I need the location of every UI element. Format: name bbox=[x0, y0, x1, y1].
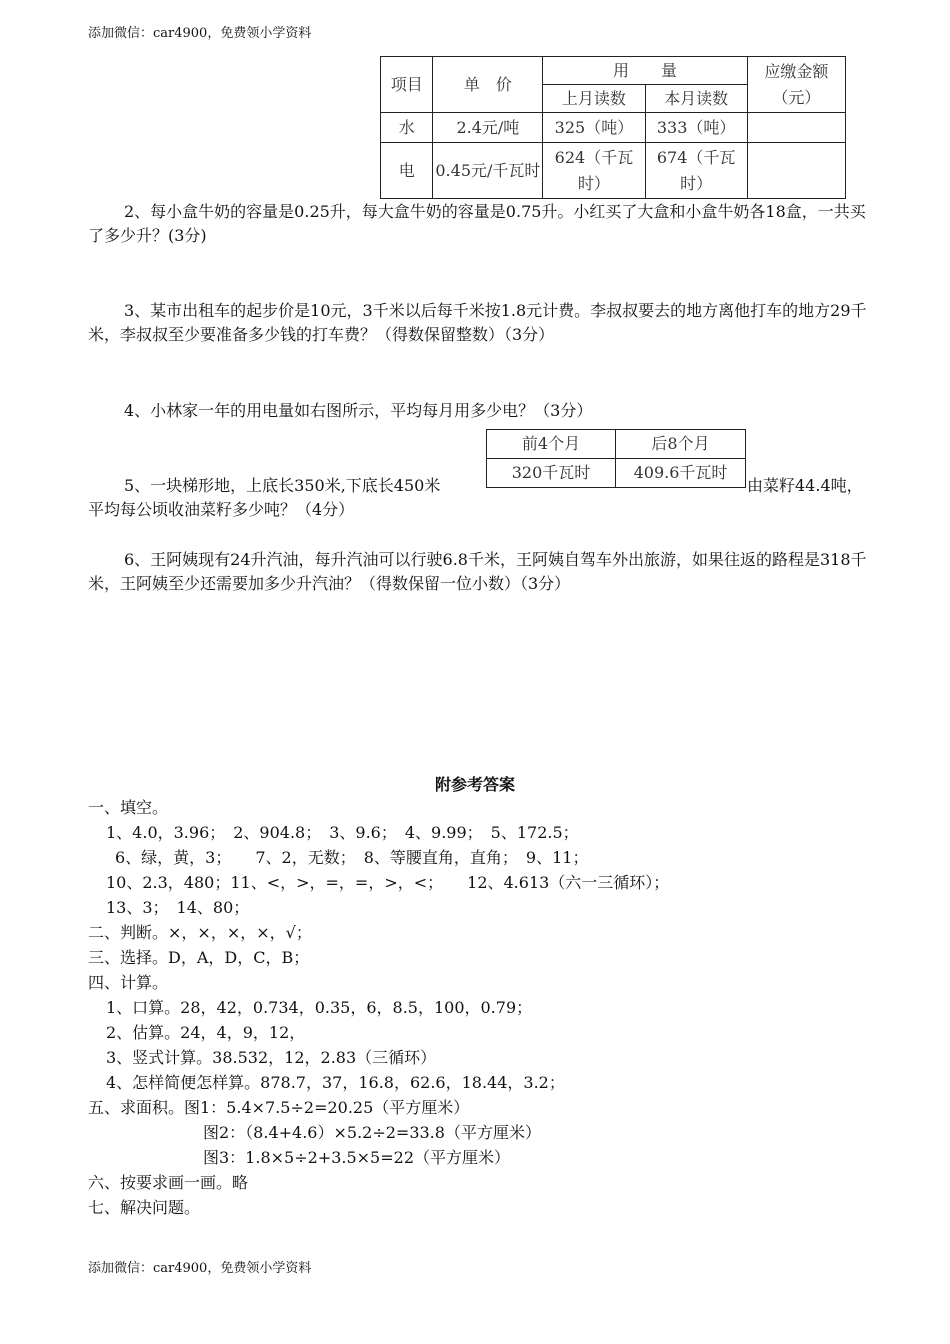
page-footer: 添加微信：car4900，免费领小学资料 bbox=[88, 1261, 312, 1276]
page-header: 添加微信：car4900，免费领小学资料 bbox=[88, 26, 312, 41]
problem-3: 3、某市出租车的起步价是10元，3千米以后每千米按1.8元计费。李叔叔要去的地方离他打车的地方29千米，李叔叔至少要准备多少钱的打车费？（得数保留整数）（3分） bbox=[88, 301, 867, 344]
answer-line: 6、绿，黄，3； 7、2，无数； 8、等腰直角，直角； 9、11； bbox=[115, 848, 589, 867]
answers-title: 附参考答案 bbox=[434, 775, 515, 794]
answer-line: 图3：1.8×5÷2+3.5×5=22（平方厘米） bbox=[203, 1148, 511, 1167]
cell-due bbox=[747, 143, 845, 199]
answer-line: 三、选择。D，A，D，C，B； bbox=[88, 948, 310, 967]
answer-line: 四、计算。 bbox=[88, 973, 169, 992]
answer-line: 六、按要求画一画。略 bbox=[88, 1173, 249, 1192]
th-item: 项目 bbox=[381, 57, 433, 113]
answer-line: 二、判断。×，×，×，×，√； bbox=[88, 923, 312, 942]
cell-first-4-months: 320千瓦时 bbox=[487, 459, 616, 488]
th-this: 本月读数 bbox=[645, 85, 747, 113]
problem-5-cont: 平均每公顷收油菜籽多少吨？（4分） bbox=[88, 500, 355, 519]
problem-2: 2、每小盒牛奶的容量是0.25升，每大盒牛奶的容量是0.75升。小红买了大盒和小盒牛奶各18盒，一共买了多少升？(3分) bbox=[88, 202, 866, 245]
bill-table bbox=[380, 56, 846, 199]
cell-last: 624（千瓦时） bbox=[543, 143, 645, 199]
answer-line: 图2：（8.4+4.6）×5.2÷2=33.8（平方厘米） bbox=[203, 1123, 541, 1142]
problem-6: 6、王阿姨现有24升汽油，每升汽油可以行驶6.8千米，王阿姨自驾车外出旅游，如果往返的路程是318千米，王阿姨至少还需要加多少升汽油？（得数保留一位小数）（3分） bbox=[88, 550, 867, 593]
problem-4: 4、小林家一年的用电量如右图所示，平均每月用多少电？（3分） bbox=[124, 401, 593, 420]
cell-price: 2.4元/吨 bbox=[433, 113, 543, 143]
answer-line: 一、填空。 bbox=[88, 798, 169, 817]
cell-item: 电 bbox=[381, 143, 433, 199]
answer-line: 3、竖式计算。38.532，12，2.83（三循环） bbox=[106, 1048, 437, 1067]
problem-5-end: 由菜籽44.4吨， bbox=[747, 476, 863, 495]
th-due bbox=[747, 57, 845, 113]
th-price: 单 价 bbox=[433, 57, 543, 113]
answer-line: 七、解决问题。 bbox=[88, 1198, 201, 1217]
th-last: 上月读数 bbox=[543, 85, 645, 113]
th-usage: 用 量 bbox=[543, 57, 747, 85]
cell-this: 674（千瓦时） bbox=[645, 143, 747, 199]
answer-line: 五、求面积。图1：5.4×7.5÷2=20.25（平方厘米） bbox=[88, 1098, 470, 1117]
answer-line: 2、估算。24，4，9，12， bbox=[106, 1023, 306, 1042]
power-table bbox=[486, 429, 746, 488]
table-row bbox=[381, 113, 846, 143]
th-due-unit: （元） bbox=[772, 87, 821, 107]
th-due-label: 应缴金额 bbox=[764, 61, 829, 81]
table-row bbox=[381, 143, 846, 199]
cell-item: 水 bbox=[381, 113, 433, 143]
th-last-8-months: 后8个月 bbox=[616, 430, 746, 459]
cell-price: 0.45元/千瓦时 bbox=[433, 143, 543, 199]
cell-due bbox=[747, 113, 845, 143]
cell-this: 333（吨） bbox=[645, 113, 747, 143]
cell-last-8-months: 409.6千瓦时 bbox=[616, 459, 746, 488]
answer-line: 10、2.3，480；11、<，>，=，=，>，<； 12、4.613（六一三循环）； bbox=[106, 873, 670, 892]
answer-line: 1、口算。28，42，0.734，0.35，6，8.5，100，0.79； bbox=[106, 998, 533, 1017]
problem-5-start: 5、一块梯形地，上底长350米,下底长450米 bbox=[124, 476, 441, 495]
cell-last: 325（吨） bbox=[543, 113, 645, 143]
th-first-4-months: 前4个月 bbox=[487, 430, 616, 459]
answer-line: 4、怎样简便怎样算。878.7，37，16.8，62.6，18.44，3.2； bbox=[106, 1073, 565, 1092]
answer-line: 13、3； 14、80； bbox=[106, 898, 250, 917]
answer-line: 1、4.0，3.96； 2、904.8； 3、9.6； 4、9.99； 5、172.5； bbox=[106, 823, 579, 842]
